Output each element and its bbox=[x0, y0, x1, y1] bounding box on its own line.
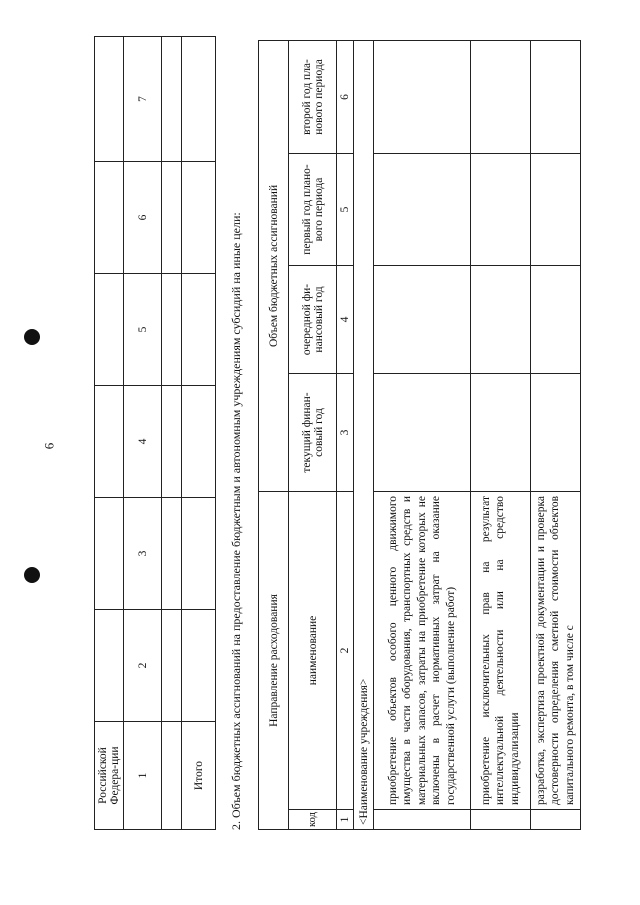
col-code-header: код bbox=[289, 810, 337, 830]
table2-num-5: 5 bbox=[337, 153, 354, 265]
col-plan-year1-header: первый год плано-вого периода bbox=[289, 153, 337, 265]
table1-num-5: 5 bbox=[124, 274, 162, 386]
table2-num-3: 3 bbox=[337, 373, 354, 491]
table1-header-region: Российской Федера-ции bbox=[95, 722, 124, 830]
table1-num-7: 7 bbox=[124, 37, 162, 162]
expense-item-2: приобретение исключительных прав на результат интеллектуальной деятельности или на средство индивидуализации bbox=[471, 491, 531, 809]
budget-table-1 bbox=[94, 36, 216, 830]
table2-num-6: 6 bbox=[337, 40, 354, 153]
col-plan-year2-header: второй год пла-нового периода bbox=[289, 40, 337, 153]
table2-num-2: 2 bbox=[337, 491, 354, 809]
expense-item-3: разработка, экспертиза проектной документации и проверка достоверности определения сметной стоимости объектов капитального ремонта, в том числе с bbox=[531, 491, 581, 809]
col-current-year-header: текущий финан-совый год bbox=[289, 373, 337, 491]
expense-item-1: приобретение объектов особого ценного движимого имущества в части оборудования, транспортных средств и материальных запасов, затраты на приобретение которых не включены в расчет нормативных затрат на оказание государственной услуги (выполнение работ) bbox=[374, 491, 471, 809]
direction-header: Направление расходования bbox=[259, 491, 289, 829]
page-number: 6 bbox=[41, 442, 57, 450]
table1-num-6: 6 bbox=[124, 162, 162, 274]
table2-num-4: 4 bbox=[337, 265, 354, 373]
section-2-title: 2. Объем бюджетных ассигнований на предоставление бюджетным и автономным учреждениям субсидий на иные цели: bbox=[229, 212, 243, 830]
punch-hole-top bbox=[24, 329, 40, 345]
budget-table-2 bbox=[258, 40, 581, 830]
volume-header: Объем бюджетных ассигнований bbox=[259, 40, 289, 491]
table1-num-3: 3 bbox=[124, 498, 162, 610]
table1-num-2: 2 bbox=[124, 610, 162, 722]
punch-hole-bottom bbox=[24, 567, 40, 583]
table1-total-label: Итого bbox=[182, 722, 216, 830]
table2-num-1: 1 bbox=[337, 810, 354, 830]
col-next-year-header: очередной фи-нансовый год bbox=[289, 265, 337, 373]
institution-row: <Наименование учреждения> bbox=[354, 40, 374, 829]
table1-num-1: 1 bbox=[124, 722, 162, 830]
col-name-header: наименование bbox=[289, 491, 337, 809]
table1-num-4: 4 bbox=[124, 386, 162, 498]
